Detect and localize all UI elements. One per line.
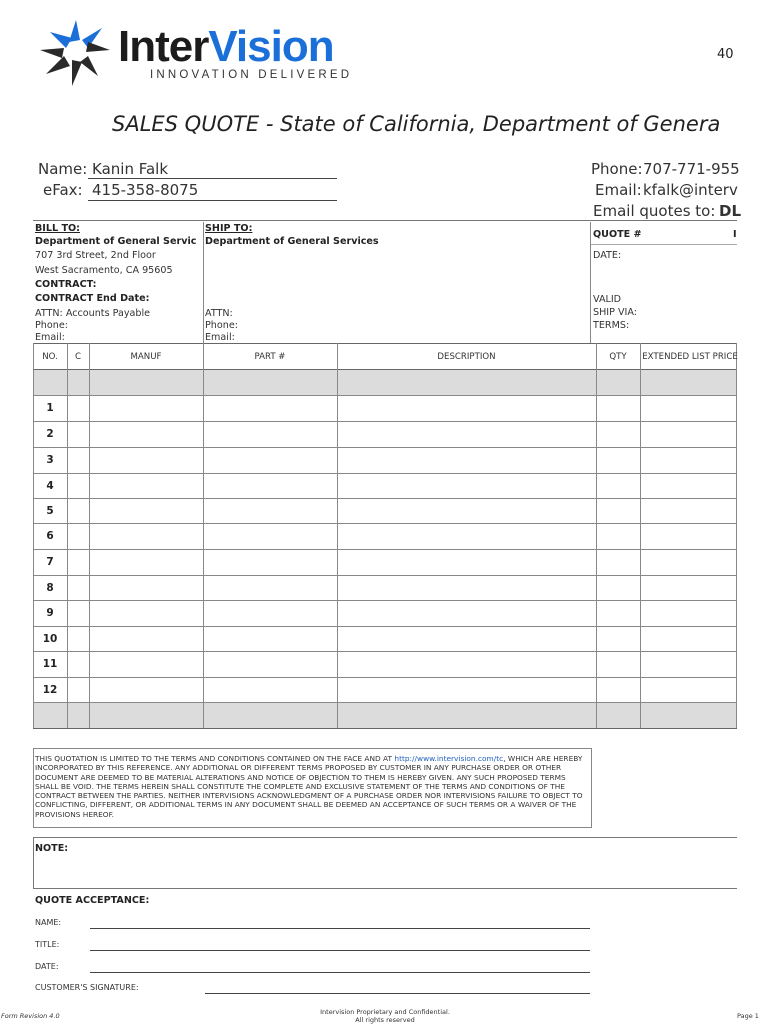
row-number: 3 <box>46 454 54 466</box>
note-label: NOTE: <box>35 843 69 854</box>
row-number: 5 <box>46 505 54 517</box>
row-number: 8 <box>46 582 54 594</box>
table-col-line <box>67 343 68 728</box>
name-value: Kanin Falk <box>92 160 169 178</box>
table-grey-row-top <box>33 370 737 395</box>
bill-to-attn: ATTN: Accounts Payable <box>35 308 151 319</box>
bill-to-address2: West Sacramento, CA 95605 <box>35 265 173 276</box>
note-bottom-line <box>33 888 737 889</box>
form-revision: Form Revision 4.0 <box>1 1012 60 1020</box>
quote-date-label: DATE: <box>593 250 622 261</box>
contract-label: CONTRACT: <box>35 279 97 290</box>
note-left-line <box>33 837 34 889</box>
quote-number-trail: I <box>733 229 737 240</box>
email-quotes-value: DL <box>719 202 742 220</box>
col-header-part: PART # <box>254 352 286 362</box>
col-header-extended-price: EXTENDED LIST PRICE <box>642 352 738 362</box>
ship-to-email: Email: <box>205 332 235 343</box>
contract-end-label: CONTRACT End Date: <box>35 293 150 304</box>
row-number: 6 <box>46 530 54 542</box>
tagline: INNOVATION DELIVERED <box>150 69 353 81</box>
confidential-line2: All rights reserved <box>355 1016 415 1024</box>
row-number: 10 <box>42 633 58 645</box>
row-number: 12 <box>42 684 58 696</box>
confidential-line1: Intervision Proprietary and Confidential. <box>320 1008 450 1016</box>
table-row-line <box>33 626 737 627</box>
footer-page: Page 1 <box>737 1012 759 1020</box>
ship-to-phone: Phone: <box>205 320 238 331</box>
terms-text-pre: THIS QUOTATION IS LIMITED TO THE TERMS AND CONDITIONS CONTAINED ON THE FACE AND AT <box>35 754 395 763</box>
acceptance-name-field[interactable] <box>90 928 590 929</box>
acceptance-date-label: DATE: <box>35 962 59 971</box>
efax-label: eFax: <box>43 181 83 199</box>
table-grey-row-bottom <box>33 703 737 728</box>
row-number: 11 <box>42 658 58 670</box>
table-row-line <box>33 600 737 601</box>
table-row-line <box>33 575 737 576</box>
ship-to-label: SHIP TO: <box>205 223 253 234</box>
bill-to-label: BILL TO: <box>35 223 80 234</box>
row-number: 7 <box>46 556 54 568</box>
email-quotes-label: Email quotes to: <box>593 202 716 220</box>
efax-value: 415-358-8075 <box>92 181 199 199</box>
name-label: Name: <box>38 160 88 178</box>
phone-label: Phone: <box>591 160 643 178</box>
top-page-number: 40 <box>717 47 734 62</box>
bill-to-address1: 707 3rd Street, 2nd Floor <box>35 250 156 261</box>
terms-text-post: , WHICH ARE HEREBY INCORPORATED BY THIS REFERENCE. ANY ADDITIONAL OR DIFFERENT TERMS PROPOSED BY CUSTOMER IN ANY PURCHASE ORDER OR OTHER DOCUMENT ARE DEEMED TO BE MATERIAL ALTERATIONS AND NOTICE OF OBJECTION TO THEM IS HEREBY GIVEN. ANY SUCH PROPOSED TERMS SHALL BE VOID. THE TERMS HEREIN SHALL CONSTITUTE THE COMPLETE AND EXCLUSIVE STATEMENT OF THE TERMS AND CONDITIONS OF THE CONTRACT BETWEEN THE PARTIES. NEITHER INTERVISIONS ACKNOWLEDGMENT OF A PURCHASE ORDER NOR INTERVISIONS FAILURE TO OBJECT TO CONFLICTING, DIFFERENT, OR ADDITIONAL TERMS IN ANY DOCUMENT SHALL BE DEEMED AN ACCEPTANCE OF SUCH TERMS OR A WAIVER OF THE PROVISIONS HEREOF. <box>35 754 583 819</box>
bill-to-phone: Phone: <box>35 320 68 331</box>
terms-link[interactable]: http://www.intervision.com/tc <box>394 754 504 763</box>
table-row-line <box>33 702 737 703</box>
table-row-line <box>33 498 737 499</box>
table-row-line <box>33 651 737 652</box>
ship-to-attn: ATTN: <box>205 308 233 319</box>
email-label: Email: <box>595 181 642 199</box>
table-col-line <box>736 343 737 728</box>
ship-via-label: SHIP VIA: <box>593 307 637 318</box>
row-number: 9 <box>46 607 54 619</box>
acceptance-signature-field[interactable] <box>205 993 590 994</box>
table-bottom-border <box>33 728 737 729</box>
col-header-no: NO. <box>42 352 58 362</box>
acceptance-date-field[interactable] <box>90 972 590 973</box>
note-top-line <box>33 837 737 838</box>
terms-text <box>35 754 591 819</box>
brand-vision: Vision <box>208 22 334 71</box>
table-col-line <box>337 343 338 728</box>
acceptance-title-label: TITLE: <box>35 940 60 949</box>
acceptance-title-field[interactable] <box>90 950 590 951</box>
quote-number-label: QUOTE # <box>593 229 642 240</box>
col-header-qty: QTY <box>609 352 627 362</box>
table-col-line <box>203 343 204 728</box>
table-row-line <box>33 549 737 550</box>
table-col-line <box>89 343 90 728</box>
email-value[interactable]: kfalk@interv <box>643 181 738 199</box>
ship-to-org: Department of General Services <box>205 236 379 247</box>
col-header-c: C <box>74 352 81 362</box>
table-row-line <box>33 473 737 474</box>
row-number: 1 <box>46 402 54 414</box>
table-col-line <box>640 343 641 728</box>
table-row-line <box>33 447 737 448</box>
row-number: 4 <box>46 480 54 492</box>
table-col-line <box>596 343 597 728</box>
brand-inter: Inter <box>118 22 209 71</box>
col-header-manuf: MANUF <box>130 352 162 362</box>
table-row-line <box>33 421 737 422</box>
quote-acceptance-label: QUOTE ACCEPTANCE: <box>35 895 150 906</box>
acceptance-signature-label: CUSTOMER'S SIGNATURE: <box>35 983 139 992</box>
terms-label: TERMS: <box>593 320 630 331</box>
table-row-line <box>33 523 737 524</box>
col-header-description: DESCRIPTION <box>437 352 496 362</box>
bill-to-org: Department of General Servic <box>35 236 197 247</box>
valid-label: VALID <box>593 294 622 305</box>
table-row-line <box>33 677 737 678</box>
acceptance-name-label: NAME: <box>35 918 62 927</box>
bill-to-email: Email: <box>35 332 65 343</box>
page-title: SALES QUOTE - State of California, Department of Genera <box>112 112 721 136</box>
phone-value: 707-771-955 <box>643 160 740 178</box>
table-row-line <box>33 395 737 396</box>
row-number: 2 <box>46 428 54 440</box>
table-top-border <box>33 343 737 344</box>
